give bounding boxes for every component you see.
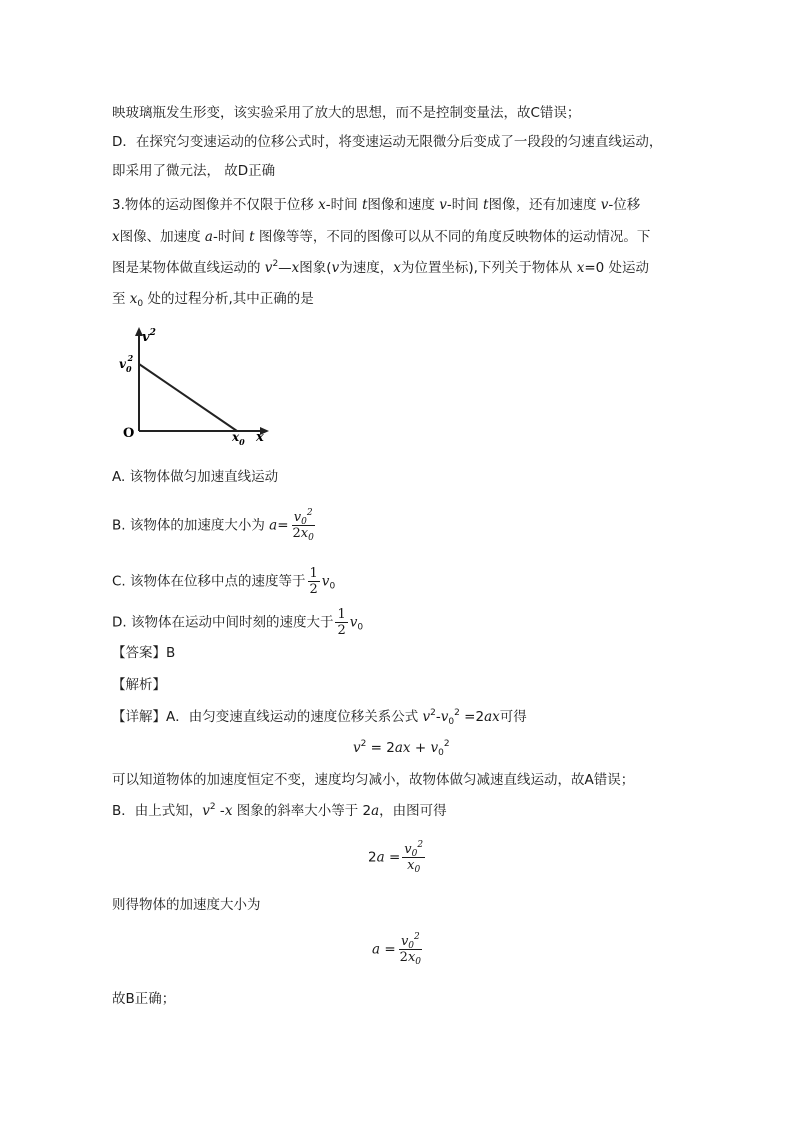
detail-line-a2: 可以知道物体的加速度恒定不变，速度均匀减小，故物体做匀减速直线运动，故A错误； — [112, 772, 635, 788]
question-line-2: x图像、加速度 a-时间 t 图像等等，不同的图像可以从不同的角度反映物体的运动情况。下 — [112, 229, 651, 245]
detail-line-a: 【详解】A．由匀变速直线运动的速度位移关系公式 $v^2-v_0^2 =2ax$可得 — [112, 708, 527, 727]
question-line-1: 3.物体的运动图像并不仅限于位移 x-时间 t图像和速度 v-时间 t图像，还有加速度 v-位移 — [112, 197, 641, 213]
option-c: C. 该物体在位移中点的速度等于 $\frac{1}{2}$ $v_0$ — [112, 566, 336, 597]
option-c-fraction: $\frac{1}{2}$ — [309, 566, 318, 597]
question-line-3: 图是某物体做直线运动的 $v^2—x$图象(v为速度，x为位置坐标),下列关于物体从 x=0 处运动 — [112, 259, 650, 276]
origin-label: O — [123, 426, 135, 441]
option-d-fraction: $\frac{1}{2}$ — [337, 607, 346, 638]
prev-text-line-3: 即采用了微元法， 故D正确 — [112, 163, 276, 179]
option-d: D. 该物体在运动中间时刻的速度大于 $\frac{1}{2}$ $v_0$ — [112, 607, 364, 638]
answer-label: 【答案】B — [112, 645, 176, 661]
detail-line-b3: 故B正确； — [112, 991, 176, 1007]
x-axis-label: x — [256, 430, 264, 445]
y-tick-label: $v_02$ — [119, 353, 134, 374]
detail-line-b1: B．由上式知，$v^2$ -x 图象的斜率大小等于 2a，由图可得 — [112, 802, 447, 819]
y-axis-label: $v^2$ — [142, 328, 156, 345]
question-line-4: 至 $x_0$ 处的过程分析,其中正确的是 — [112, 291, 314, 309]
equation-2-fraction: $\frac{v_0^2}{x_0}$ — [404, 840, 424, 875]
prev-text-line-2: D．在探究匀变速运动的位移公式时，将变速运动无限微分后变成了一段段的匀速直线运动， — [112, 134, 663, 150]
v2-x-graph — [112, 325, 292, 450]
analysis-label: 【解析】 — [112, 677, 166, 693]
equation-2: 2a = $\frac{v_0^2}{x_0}$ — [368, 840, 424, 875]
detail-line-b2: 则得物体的加速度大小为 — [112, 897, 261, 913]
option-a: A. 该物体做匀加速直线运动 — [112, 469, 279, 485]
equation-3-fraction: $\frac{v_0^2}{2x_0}$ — [399, 932, 422, 967]
option-b: B. 该物体的加速度大小为 a= $\frac{v_0^2}{2x_0}$ — [112, 508, 314, 543]
option-b-fraction: $\frac{v_0^2}{2x_0}$ — [292, 508, 314, 543]
equation-3: a = $\frac{v_0^2}{2x_0}$ — [372, 932, 422, 967]
equation-1: $v^2 = 2ax + v_0^2$ — [353, 739, 450, 758]
prev-text-line-1: 映玻璃瓶发生形变，该实验采用了放大的思想，而不是控制变量法，故C错误； — [112, 105, 581, 121]
graph-line — [139, 364, 237, 431]
x-tick-label: $x_0$ — [232, 430, 245, 447]
